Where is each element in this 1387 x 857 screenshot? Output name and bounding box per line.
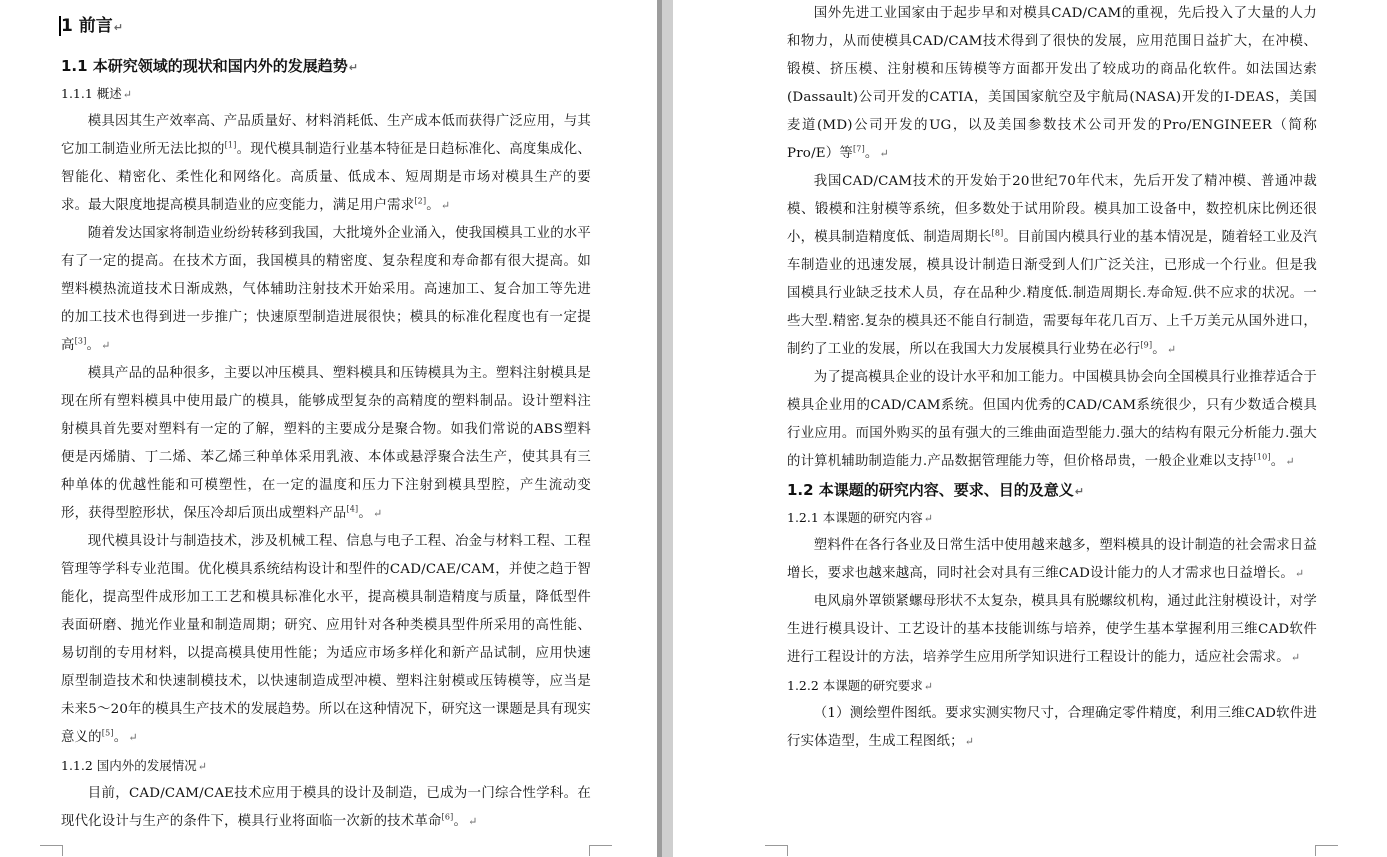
paragraph-mark-icon: ↵ [101, 339, 111, 352]
page-left-content [61, 0, 591, 836]
subsection-heading [787, 504, 1317, 532]
paragraph-mark-icon: ↵ [122, 88, 132, 101]
chapter-heading [61, 12, 591, 40]
citation-ref: [2] [414, 196, 427, 206]
block-text: 1.2.2 本课题的研究要求 [787, 678, 923, 693]
section-heading [787, 476, 1317, 504]
document-page-right [673, 0, 1387, 857]
body-paragraph [61, 108, 591, 220]
citation-ref: [4] [346, 504, 359, 514]
block-text: 随着发达国家将制造业纷纷转移到我国，大批境外企业涌入，使我国模具工业的水平有了一定的提高。在技术方面，我国模具的精密度、复杂程度和寿命都有很大提高。如塑料模热流道技术日渐成熟，气体辅助注射技术开始采用。高速加工、复合加工等先进的加工技术也得到进一步推广；快速原型制造进展很快；模具的标准化程度也有一定提高[3]。 [61, 226, 591, 353]
paragraph-mark-icon: ↵ [128, 731, 138, 744]
section-heading [61, 52, 591, 80]
block-text: 目前，CAD/CAM/CAE技术应用于模具的设计及制造，已成为一门综合性学科。在现代化设计与生产的条件下，模具行业将面临一次新的技术革命[6]。 [61, 786, 591, 829]
block-text: 现代模具设计与制造技术，涉及机械工程、信息与电子工程、冶金与材料工程、工程管理等学科专业范围。优化模具系统结构设计和型件的CAD/CAE/CAM，并使之趋于智能化，提高型件成形加工工艺和模具标准化水平，提高模具制造精度与质量，降低型件表面研磨、抛光作业量和制造周期；研究、应用针对各种类模具型件所采用的高性能、易切削的专用材料，以提高模具使用性能；为适应市场多样化和新产品试制，应用快速原型制造技术和快速制模技术，以快速制造成型冲模、塑料注射模或压铸模等，应当是未来5～20年的模具生产技术的发展趋势。所以在这种情况下，研究这一课题是具有现实意义的[5]。 [61, 534, 591, 745]
paragraph-mark-icon: ↵ [879, 147, 889, 160]
spacer [61, 40, 591, 52]
citation-ref: [7] [852, 144, 865, 154]
block-text: 塑料件在各行各业及日常生活中使用越来越多，塑料模具的设计制造的社会需求日益增长，要求也越来越高，同时社会对具有三维CAD设计能力的人才需求也日益增长。 [787, 538, 1317, 581]
subsection-heading [61, 80, 591, 108]
body-paragraph [61, 220, 591, 360]
block-text: 1.1.2 国内外的发展情况 [61, 758, 197, 773]
paragraph-mark-icon: ↵ [468, 815, 478, 828]
body-paragraph [787, 700, 1317, 756]
page-right-content [787, 0, 1317, 756]
document-page-left [0, 0, 657, 857]
block-text: 1.1 本研究领域的现状和国内外的发展趋势 [61, 57, 348, 75]
block-text: 1.2 本课题的研究内容、要求、目的及意义 [787, 481, 1074, 499]
citation-ref: [10] [1253, 452, 1271, 462]
paragraph-mark-icon: ↵ [372, 507, 383, 520]
block-text: 电风扇外罩锁紧螺母形状不太复杂，模具具有脱螺纹机构，通过此注射模设计，对学生进行模具设计、工艺设计的基本技能训练与培养，使学生基本掌握利用三维CAD软件进行工程设计的方法，培养学生应用所学知识进行工程设计的能力，适应社会需求。 [787, 594, 1317, 665]
citation-ref: [6] [441, 812, 454, 822]
block-text: 1.2.1 本课题的研究内容 [787, 510, 923, 525]
body-paragraph [61, 528, 591, 752]
paragraph-mark-icon: ↵ [197, 760, 207, 773]
body-paragraph [61, 360, 591, 528]
paragraph-mark-icon: ↵ [923, 680, 933, 693]
paragraph-mark-icon: ↵ [348, 61, 359, 74]
page-corner-mark [1315, 845, 1338, 856]
paragraph-mark-icon: ↵ [1294, 567, 1305, 580]
block-text: 1 前言 [61, 16, 113, 36]
citation-ref: [8] [991, 228, 1004, 238]
block-text: 模具产品的品种很多，主要以冲压模具、塑料模具和压铸模具为主。塑料注射模具是现在所有塑料模具中使用最广的模具，能够成型复杂的高精度的塑料制品。设计塑料注射模具首先要对塑料有一定的了解，塑料的主要成分是聚合物。如我们常说的ABS塑料便是丙烯腈、丁二烯、苯乙烯三种单体采用乳液、本体或悬浮聚合法生产，使其具有三种单体的优越性能和可模塑性，在一定的温度和压力下注射到模具型腔，产生流动变形，获得型腔形状，保压冷却后顶出成塑料产品[4]。 [61, 366, 591, 521]
subsection-heading [787, 672, 1317, 700]
paragraph-mark-icon: ↵ [1074, 485, 1085, 498]
citation-ref: [3] [74, 336, 87, 346]
block-text: 我国CAD/CAM技术的开发始于20世纪70年代末，先后开发了精冲模、普通冲裁模、锻模和注射模等系统，但多数处于试用阶段。模具加工设备中，数控机床比例还很小，模具制造精度低、制造周期长[8]。目前国内模具行业的基本情况是，随着轻工业及汽车制造业的迅速发展，模具设计制造日渐受到人们广泛关注，已形成一个行业。但是我国模具行业缺乏技术人员，存在品种少.精度低.制造周期长.寿命短.供不应求的状况。一些大型.精密.复杂的模具还不能自行制造，需要每年花几百万、上千万美元从国外进口，制约了工业的发展，所以在我国大力发展模具行业势在必行[9]。 [787, 174, 1317, 357]
page-gutter [662, 0, 673, 857]
citation-ref: [1] [224, 140, 237, 150]
paragraph-mark-icon: ↵ [1166, 343, 1177, 356]
paragraph-mark-icon: ↵ [440, 199, 451, 212]
citation-ref: [5] [101, 728, 114, 738]
block-text: 1.1.1 概述 [61, 86, 122, 101]
paragraph-mark-icon: ↵ [113, 21, 123, 34]
page-corner-mark [589, 845, 612, 856]
body-paragraph [787, 0, 1317, 168]
paragraph-mark-icon: ↵ [1290, 651, 1301, 664]
block-text: 国外先进工业国家由于起步早和对模具CAD/CAM的重视，先后投入了大量的人力和物力，从而使模具CAD/CAM技术得到了很快的发展，应用范围日益扩大，在冲模、锻模、挤压模、注射模和压铸模等方面都开发出了较成功的商品化软件。如法国达索(Dassault)公司开发的CATIA，美国国家航空及宇航局(NASA)开发的I-DEAS，美国麦道(MD)公司开发的UG，以及美国参数技术公司开发的Pro/ENGINEER（简称Pro/E）等[7]。 [787, 6, 1317, 161]
text-cursor [59, 16, 61, 36]
body-paragraph [787, 364, 1317, 476]
paragraph-mark-icon: ↵ [1285, 455, 1295, 468]
paragraph-mark-icon: ↵ [923, 512, 933, 525]
block-text: （1）测绘塑件图纸。要求实测实物尺寸，合理确定零件精度，利用三维CAD软件进行实体造型，生成工程图纸； [787, 706, 1317, 749]
paragraph-mark-icon: ↵ [964, 735, 975, 748]
block-text: 为了提高模具企业的设计水平和加工能力。中国模具协会向全国模具行业推荐适合于模具企业用的CAD/CAM系统。但国内优秀的CAD/CAM系统很少，只有少数适合模具行业应用。而国外购买的虽有强大的三维曲面造型能力.强大的结构有限元分析能力.强大的计算机辅助制造能力.产品数据管理能力等，但价格昂贵，一般企业难以支持[10]。 [787, 370, 1317, 469]
body-paragraph [787, 532, 1317, 588]
page-corner-mark [40, 845, 63, 856]
page-corner-mark [765, 845, 788, 856]
body-paragraph [61, 780, 591, 836]
citation-ref: [9] [1140, 340, 1153, 350]
subsection-heading [61, 752, 591, 780]
body-paragraph [787, 588, 1317, 672]
block-text: 模具因其生产效率高、产品质量好、材料消耗低、生产成本低而获得广泛应用，与其它加工制造业所无法比拟的[1]。现代模具制造行业基本特征是日趋标准化、高度集成化、智能化、精密化、柔性化和网络化。高质量、低成本、短周期是市场对模具生产的要求。最大限度地提高模具制造业的应变能力，满足用户需求[2]。 [61, 114, 592, 213]
body-paragraph [787, 168, 1317, 364]
